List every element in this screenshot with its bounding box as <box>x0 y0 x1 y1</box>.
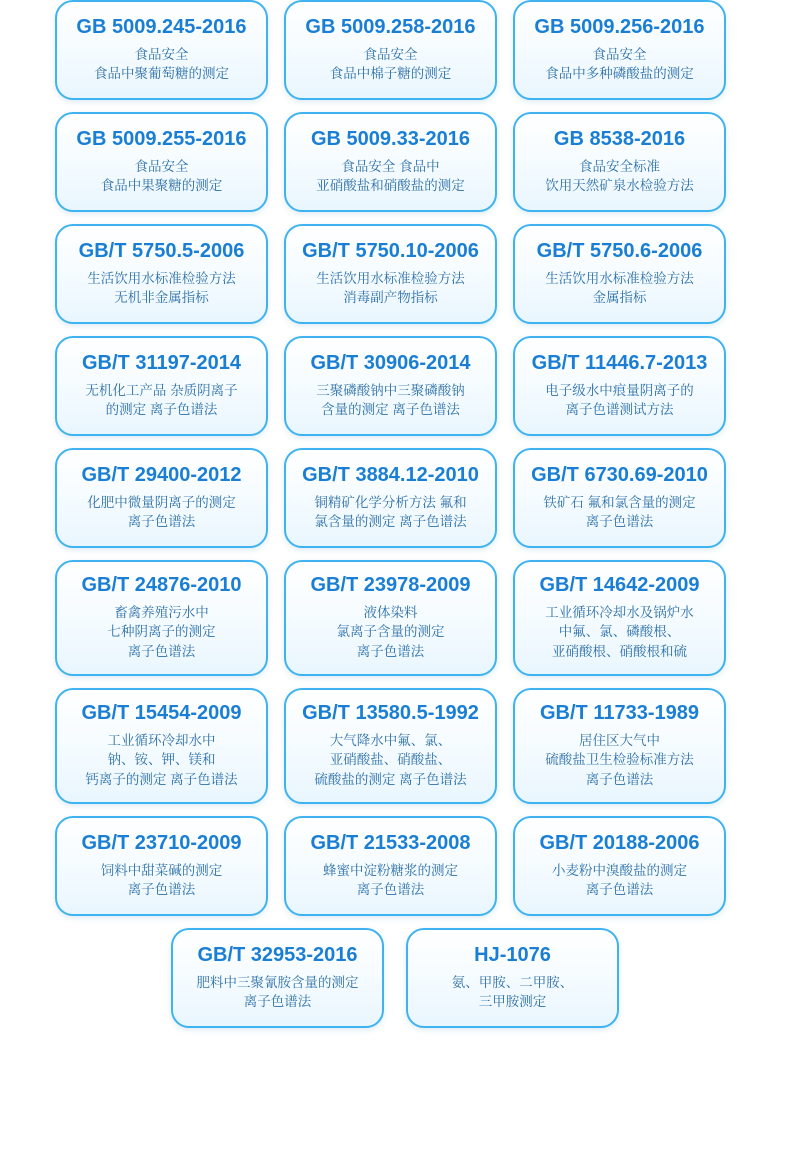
standard-description-line: 生活饮用水标准检验方法 <box>545 270 694 286</box>
standard-description <box>545 157 694 195</box>
standard-code: GB/T 5750.10-2006 <box>302 239 479 262</box>
standard-description <box>314 731 466 788</box>
standard-description <box>314 493 466 531</box>
standard-card[interactable] <box>284 688 497 804</box>
standard-description-line: 离子色谱测试方法 <box>565 402 674 417</box>
standard-code: GB 5009.255-2016 <box>76 127 247 150</box>
standard-description <box>316 381 465 419</box>
standard-description-line: 离子色谱法 <box>356 882 425 897</box>
standard-description-line: 的测定 离子色谱法 <box>105 402 218 417</box>
standard-description-line: 离子色谱法 <box>585 771 654 787</box>
standard-description <box>545 731 694 788</box>
standard-description-line: 钠、铵、钾、镁和 <box>107 752 216 768</box>
standard-code: GB 5009.256-2016 <box>534 15 705 38</box>
standard-description-line: 氨、甲胺、二甲胺、 <box>451 974 574 990</box>
standard-card[interactable] <box>55 688 268 804</box>
standard-description-line: 工业循环冷却水中 <box>107 733 216 749</box>
standard-code: GB/T 30906-2014 <box>310 351 471 374</box>
standard-description-line: 食品安全 食品中 <box>341 158 440 174</box>
standard-description-line: 中氟、氯、磷酸根、 <box>558 624 681 640</box>
standard-card[interactable] <box>284 224 497 324</box>
standard-card[interactable] <box>55 112 268 212</box>
standard-code: GB/T 13580.5-1992 <box>302 702 479 725</box>
standard-description-line: 电子级水中痕量阴离子的 <box>545 382 694 398</box>
standard-description <box>108 603 216 660</box>
standard-code: GB 5009.33-2016 <box>310 127 470 150</box>
standard-description-line: 小麦粉中溴酸盐的测定 <box>552 862 687 878</box>
standard-code: GB/T 31197-2014 <box>82 351 241 374</box>
standard-card[interactable] <box>55 448 268 548</box>
standard-description-line: 饮用天然矿泉水检验方法 <box>545 178 694 193</box>
standard-description <box>330 45 452 83</box>
standard-description-line: 铁矿石 氟和氯含量的测定 <box>543 494 696 510</box>
standard-code: GB/T 5750.6-2006 <box>536 239 703 262</box>
standard-card[interactable] <box>55 560 268 676</box>
standard-description-line: 无机非金属指标 <box>114 290 209 305</box>
standard-description <box>323 861 458 899</box>
standard-card[interactable] <box>513 336 726 436</box>
standard-description-line: 食品安全 <box>363 46 418 62</box>
standard-description-line: 饲料中甜菜碱的测定 <box>100 862 223 878</box>
standard-code: GB/T 5750.5-2006 <box>78 239 245 262</box>
standard-description-line: 生活饮用水标准检验方法 <box>316 270 465 286</box>
standard-description-line: 硫酸盐的测定 离子色谱法 <box>314 771 467 787</box>
standard-description-line: 食品中多种磷酸盐的测定 <box>545 66 694 81</box>
standard-code: GB/T 11446.7-2013 <box>531 351 708 374</box>
standards-grid <box>55 0 735 916</box>
standard-card[interactable] <box>513 224 726 324</box>
standard-description <box>543 493 695 531</box>
standard-description-line: 工业循环冷却水及锅炉水 <box>545 605 694 621</box>
standard-description <box>545 45 694 83</box>
standard-description-line: 食品安全 <box>592 46 647 62</box>
standard-description-line: 金属指标 <box>592 290 647 305</box>
standard-code: GB/T 11733-1989 <box>540 702 699 725</box>
standard-description-line: 蜂蜜中淀粉糖浆的测定 <box>323 862 458 878</box>
standard-code: GB/T 20188-2006 <box>539 831 700 854</box>
standard-description <box>197 973 359 1011</box>
standard-card[interactable] <box>513 688 726 804</box>
standard-description-line: 食品安全 <box>134 158 189 174</box>
standard-code: GB/T 15454-2009 <box>81 702 242 725</box>
standard-description <box>85 731 237 788</box>
standard-description-line: 畜禽养殖污水中 <box>114 605 209 621</box>
standard-description-line: 硫酸盐卫生检验标准方法 <box>545 752 694 768</box>
standard-code: GB 5009.258-2016 <box>305 15 476 38</box>
standard-description-line: 肥料中三聚氰胺含量的测定 <box>196 974 359 990</box>
standard-description-line: 无机化工产品 杂质阴离子 <box>85 382 238 398</box>
standard-card[interactable] <box>284 560 497 676</box>
standard-code: GB/T 29400-2012 <box>81 463 242 486</box>
standard-card[interactable] <box>284 112 497 212</box>
standard-card[interactable] <box>406 928 619 1028</box>
standard-description <box>545 603 694 660</box>
standard-description-line: 离子色谱法 <box>585 514 654 529</box>
standard-card[interactable] <box>55 224 268 324</box>
standard-card[interactable] <box>284 336 497 436</box>
standard-description-line: 亚硝酸盐和硝酸盐的测定 <box>316 178 465 193</box>
standard-description-line: 离子色谱法 <box>127 882 196 897</box>
standard-description-line: 亚硝酸盐、硝酸盐、 <box>329 752 452 768</box>
standard-description-line: 含量的测定 离子色谱法 <box>321 402 460 417</box>
standard-description-line: 居住区大气中 <box>579 733 660 749</box>
standard-description-line: 食品安全 <box>134 46 189 62</box>
standard-description <box>337 603 445 660</box>
standard-card[interactable] <box>513 448 726 548</box>
standard-description <box>452 973 574 1011</box>
standard-description-line: 离子色谱法 <box>243 994 312 1009</box>
standard-code: GB/T 3884.12-2010 <box>302 463 479 486</box>
standard-description <box>87 269 236 307</box>
standard-description-line: 食品中棉子糖的测定 <box>329 66 452 81</box>
standard-description <box>101 157 223 195</box>
standard-description <box>316 157 465 195</box>
standard-code: HJ-1076 <box>474 943 551 966</box>
standard-description <box>545 269 694 307</box>
standard-card[interactable] <box>513 560 726 676</box>
standard-description <box>94 45 229 83</box>
standard-description <box>552 861 687 899</box>
standard-description-line: 三甲胺测定 <box>478 994 547 1009</box>
standard-description <box>101 861 223 899</box>
standard-description-line: 离子色谱法 <box>127 514 196 529</box>
standard-description-line: 亚硝酸根、硝酸根和硫 <box>552 643 687 659</box>
standard-description-line: 离子色谱法 <box>585 882 654 897</box>
standard-card[interactable] <box>171 928 384 1028</box>
standard-code: GB/T 23710-2009 <box>81 831 242 854</box>
standard-description-line: 大气降水中氟、氯、 <box>329 733 452 749</box>
standard-description-line: 生活饮用水标准检验方法 <box>87 270 236 286</box>
standard-description-line: 三聚磷酸钠中三聚磷酸钠 <box>316 382 465 398</box>
standard-card[interactable] <box>284 448 497 548</box>
standard-code: GB/T 6730.69-2010 <box>531 463 708 486</box>
standard-card[interactable] <box>513 112 726 212</box>
standard-description-line: 氯含量的测定 离子色谱法 <box>314 514 467 529</box>
standard-description-line: 七种阴离子的测定 <box>107 624 216 640</box>
standard-description <box>316 269 465 307</box>
standard-card[interactable] <box>55 336 268 436</box>
standard-description <box>545 381 694 419</box>
standard-code: GB 5009.245-2016 <box>76 15 247 38</box>
standard-card[interactable] <box>513 0 726 100</box>
standard-description-line: 液体染料 <box>363 605 418 621</box>
standard-card[interactable] <box>55 816 268 916</box>
standard-card[interactable] <box>284 0 497 100</box>
standard-description-line: 食品安全标准 <box>579 158 660 174</box>
standard-description-line: 铜精矿化学分析方法 氟和 <box>314 494 467 510</box>
standard-code: GB/T 14642-2009 <box>539 574 700 597</box>
standard-card[interactable] <box>513 816 726 916</box>
standard-code: GB/T 23978-2009 <box>310 574 471 597</box>
standard-card[interactable] <box>55 0 268 100</box>
standard-code: GB 8538-2016 <box>553 127 686 150</box>
standard-description-line: 消毒副产物指标 <box>343 290 438 305</box>
standard-description-line: 氯离子含量的测定 <box>336 624 445 640</box>
standard-description-line: 钙离子的测定 离子色谱法 <box>85 771 238 787</box>
standard-description <box>85 381 237 419</box>
standard-description-line: 食品中果聚糖的测定 <box>100 178 223 193</box>
standard-description-line: 离子色谱法 <box>356 643 425 659</box>
standard-description-line: 食品中聚葡萄糖的测定 <box>94 66 229 81</box>
standards-grid-last-row <box>55 928 735 1028</box>
standard-card[interactable] <box>284 816 497 916</box>
standard-code: GB/T 24876-2010 <box>81 574 242 597</box>
standard-description-line: 化肥中微量阴离子的测定 <box>87 494 236 510</box>
standard-description-line: 离子色谱法 <box>127 643 196 659</box>
standard-code: GB/T 21533-2008 <box>310 831 471 854</box>
standard-code: GB/T 32953-2016 <box>197 943 358 966</box>
standard-description <box>87 493 236 531</box>
